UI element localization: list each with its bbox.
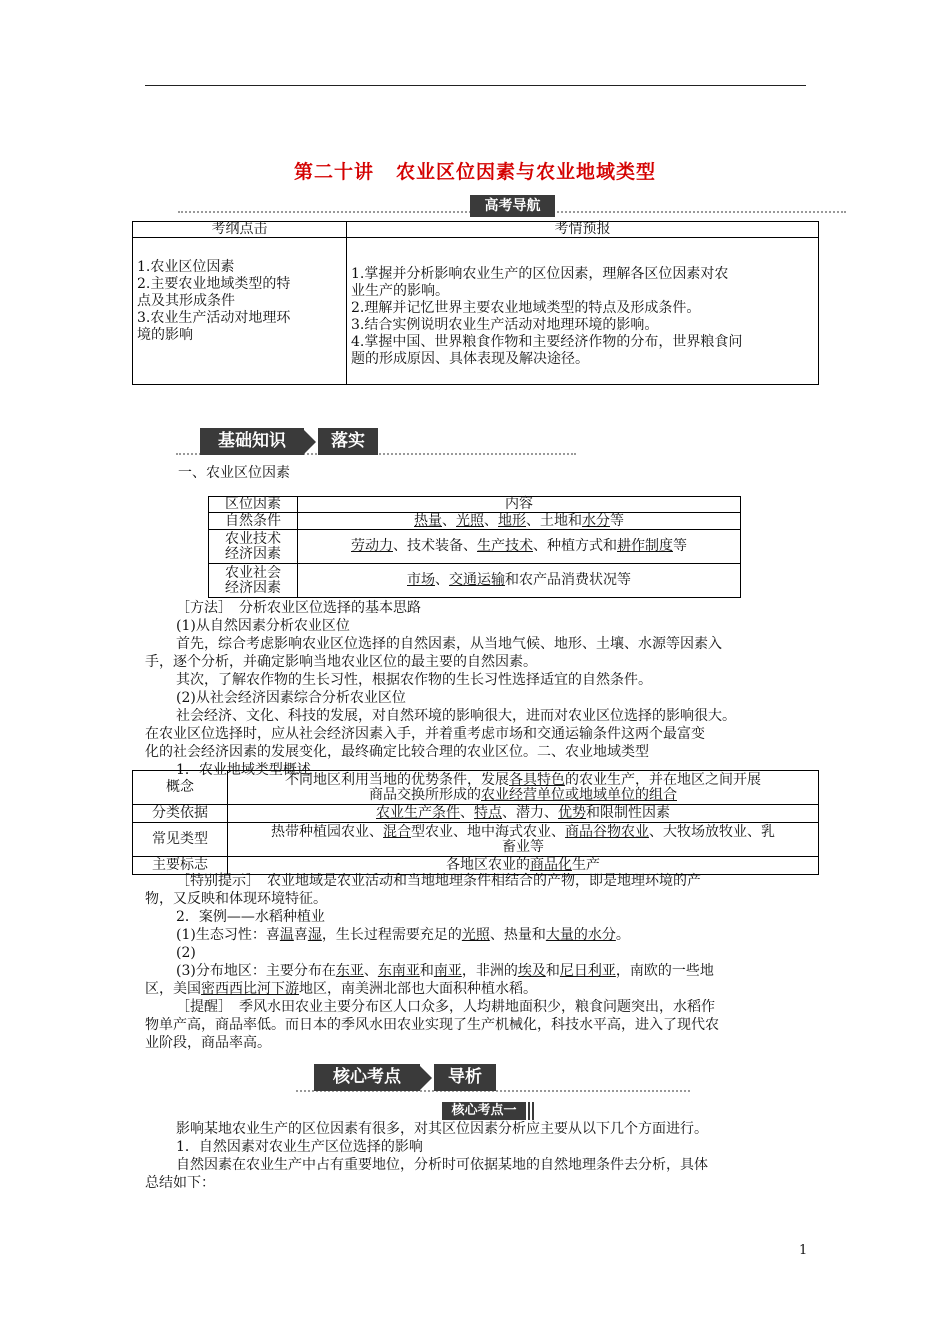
- case-heading: 2．案例——水稻种植业: [176, 909, 325, 925]
- dist-line: 区，美国密西西比河下游地区，南美洲北部也大面积种植水稻。: [145, 981, 537, 997]
- paragraph-line: 化的社会经济因素的发展变化，最终确定比较合理的农业区位。二、农业地域类型: [145, 744, 649, 760]
- page-title: [0, 157, 950, 184]
- core-badge-b: 导析: [434, 1064, 496, 1091]
- paragraph-line: 社会经济、文化、科技的发展，对自然环境的影响很大，进而对农业区位选择的影响很大。: [176, 708, 736, 724]
- nav-right-line: 4.掌握中国、世界粮食作物和主要经济作物的分布，世界粮食问: [351, 334, 743, 350]
- paragraph-line: 在农业区位选择时，应从社会经济因素入手，并着重考虑市场和交通运输条件这两个最富变: [145, 726, 705, 742]
- nav-right-line: 3.结合实例说明农业生产活动对地理环境的影响。: [351, 317, 659, 333]
- type-value-concept: 不同地区利用当地的优势条件，发展各具特色的农业生产，并在地区之间开展 商品交换所形成的农业经营单位或地域单位的组合: [228, 771, 819, 805]
- title-topic: 农业区位因素与农业地域类型: [396, 161, 657, 183]
- nav-header-right: 考情预报: [347, 222, 819, 238]
- tip-line: ［特别提示］ 农业地域是农业活动和当地地理条件相结合的产物，即是地理环境的产: [176, 873, 701, 889]
- factor-key-natural: 自然条件: [209, 513, 298, 530]
- tip-line: 物，又反映和体现环境特征。: [145, 891, 327, 907]
- method-step-2: (2)从社会经济因素综合分析农业区位: [176, 690, 406, 706]
- core-badge-a: 核心考点: [314, 1064, 420, 1091]
- item-2: (2): [176, 945, 196, 961]
- subsection-heading: 1．农业地域类型概述: [176, 762, 311, 778]
- title-lecture: 第二十讲: [293, 161, 374, 183]
- header-rule: [145, 85, 806, 86]
- nav-right-line: 2.理解并记忆世界主要农业地域类型的特点及形成条件。: [351, 300, 701, 316]
- remind-line: 物单产高，商品率低。而日本的季风水田农业实现了生产机械化，科技水平高，进入了现代农: [145, 1017, 719, 1033]
- nav-table: [132, 221, 819, 385]
- remind-line: 业阶段，商品率高。: [145, 1035, 271, 1051]
- core-sub-badge: 核心考点一: [442, 1102, 526, 1120]
- page-number: 1: [799, 1243, 808, 1258]
- nav-right-line: 题的形成原因、具体表现及解决途径。: [351, 351, 589, 367]
- nav-right-line: 1.掌握并分析影响农业生产的区位因素，理解各区位因素对农: [351, 266, 729, 282]
- nav-left-line: 点及其形成条件: [137, 292, 235, 309]
- factor-key-tech: 农业技术 经济因素: [209, 530, 298, 564]
- method-heading: ［方法］ 分析农业区位选择的基本思路: [176, 600, 421, 616]
- eco-line: (1)生态习性：喜温喜湿，生长过程需要充足的光照、热量和大量的水分。: [176, 927, 630, 943]
- nav-right-line: 业生产的影响。: [351, 283, 449, 299]
- core-line: 自然因素在农业生产中占有重要地位，分析时可依据某地的自然地理条件去分析，具体: [176, 1157, 708, 1173]
- nav-left-line: 3.农业生产活动对地理环: [137, 309, 291, 326]
- type-key-basis: 分类依据: [133, 805, 228, 823]
- nav-left-cell: [133, 238, 347, 385]
- core-sub-bar: [532, 1102, 534, 1120]
- dist-line: (3)分布地区：主要分布在东亚、东南亚和南亚，非洲的埃及和尼日利亚，南欧的一些地: [176, 963, 714, 979]
- type-value-basis: 农业生产条件、特点、潜力、优势和限制性因素: [228, 805, 819, 823]
- core-sub-bar: [528, 1102, 530, 1120]
- factor-value-natural: 热量、光照、地形、土地和水分等: [298, 513, 741, 530]
- nav-left-line: 1.农业区位因素: [137, 258, 235, 275]
- basic-badge-b: 落实: [318, 428, 378, 455]
- nav-badge: 高考导航: [470, 195, 555, 217]
- factor-value-social: 市场、交通运输和农产品消费状况等: [298, 564, 741, 598]
- nav-right-cell: [347, 238, 819, 385]
- method-step-1: (1)从自然因素分析农业区位: [176, 618, 350, 634]
- nav-left-line: 2.主要农业地域类型的特: [137, 275, 291, 292]
- nav-left-line: 境的影响: [137, 326, 193, 343]
- type-key-mark: 主要标志: [133, 857, 228, 875]
- factor-key-social: 农业社会 经济因素: [209, 564, 298, 598]
- basic-badge-a: 基础知识: [200, 428, 304, 455]
- type-value-mark: 各地区农业的商品化生产: [228, 857, 819, 875]
- core-line: 1．自然因素对农业生产区位选择的影响: [176, 1139, 423, 1155]
- core-line: 总结如下：: [145, 1175, 215, 1191]
- nav-header-left: 考纲点击: [133, 222, 347, 238]
- factor-header-value: 内容: [298, 497, 741, 513]
- type-key-common: 常见类型: [133, 823, 228, 857]
- basic-badge-arrow-icon: [304, 430, 316, 458]
- factor-table: [208, 496, 741, 598]
- type-table: [132, 770, 819, 875]
- paragraph-line: 其次，了解农作物的生长习性，根据农作物的生长习性选择适宜的自然条件。: [176, 672, 652, 688]
- core-line: 影响某地农业生产的区位因素有很多，对其区位因素分析应主要从以下几个方面进行。: [176, 1121, 708, 1137]
- section-1-heading: 一、农业区位因素: [178, 465, 290, 481]
- paragraph-line: 首先，综合考虑影响农业区位选择的自然因素，从当地气候、地形、土壤、水源等因素入: [176, 636, 722, 652]
- type-key-concept: 概念: [133, 771, 228, 805]
- factor-header-key: 区位因素: [209, 497, 298, 513]
- core-badge-arrow-icon: [420, 1066, 432, 1094]
- paragraph-line: 手，逐个分析，并确定影响当地农业区位的最主要的自然因素。: [145, 654, 537, 670]
- type-value-common: 热带种植园农业、混合型农业、地中海式农业、商品谷物农业、大牧场放牧业、乳 畜业等: [228, 823, 819, 857]
- remind-line: ［提醒］ 季风水田农业主要分布区人口众多，人均耕地面积少，粮食问题突出，水稻作: [176, 999, 715, 1015]
- factor-value-tech: 劳动力、技术装备、生产技术、种植方式和耕作制度等: [298, 530, 741, 564]
